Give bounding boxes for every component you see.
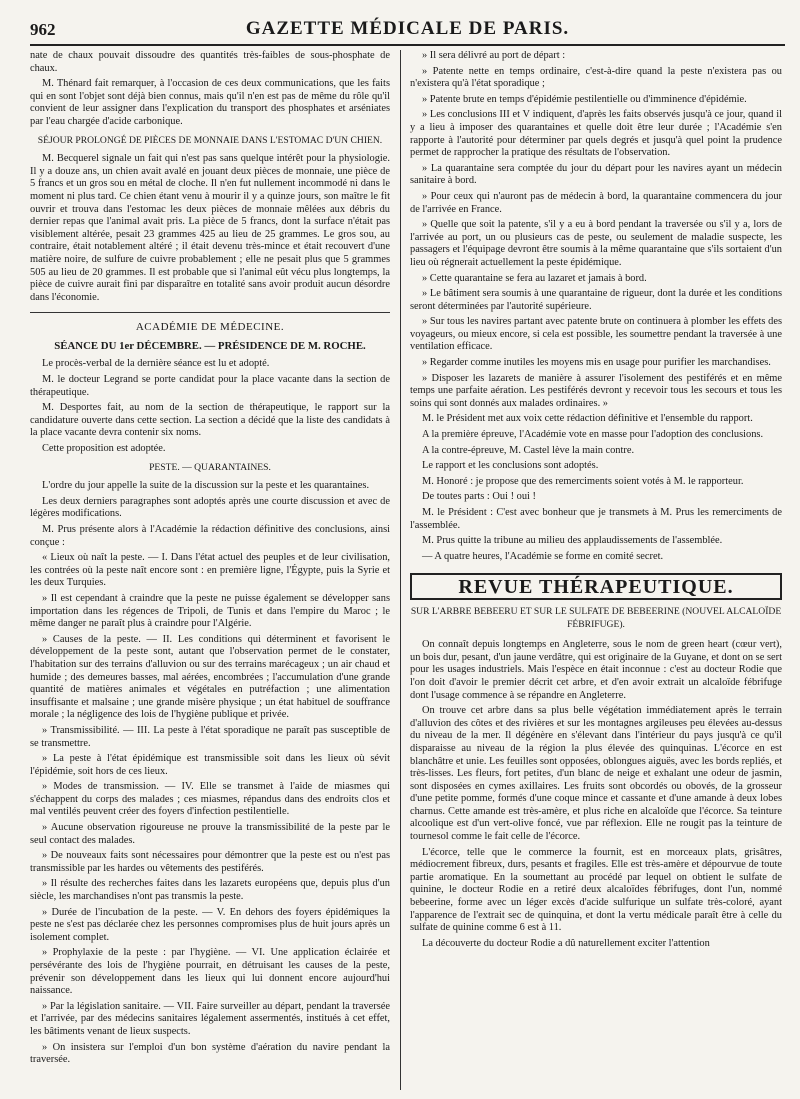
paragraph: M. Thénard fait remarquer, à l'occasion de ces deux communications, que les faits qui en sont l'objet sont déjà bien connus, mais qu'il n'en est pas de même du rôle qu'il convient de leur assigner dans l'explication du transport des phosphates et arséniates par l'eau chargée d'acide carbonique. — [30, 78, 390, 127]
paragraph: M. le Président met aux voix cette rédaction définitive et l'ensemble du rapport. — [422, 413, 753, 425]
paragraph: A la contre-épreuve, M. Castel lève la main contre. — [422, 444, 635, 456]
paragraph: » Cette quarantaine se fera au lazaret et jamais à bord. — [422, 272, 647, 284]
paragraph: Le procès-verbal de la dernière séance est lu et adopté. — [42, 358, 270, 370]
right-column — [410, 50, 782, 1090]
revue-title: REVUE THÉRAPEUTIQUE. — [410, 573, 782, 600]
paragraph: » Aucune observation rigoureuse ne prouve la transmissibilité de la peste par le seul contact des malades. — [30, 822, 390, 846]
paragraph: M. Honoré : je propose que des remerciments soient votés à M. le rapporteur. — [422, 475, 744, 487]
paragraph: » Il résulte des recherches faites dans les lazarets européens que, depuis plus d'un siècle, les marchandises n'ont pas transmis la peste. — [30, 878, 390, 903]
paragraph: » Sur tous les navires partant avec patente brute on continuera à plomber les effets des voyageurs, ou mieux encore, si cela est possible, les soumettre pendant la traversée à une ventilation efficace. — [410, 316, 782, 353]
paragraph: » Il est cependant à craindre que la peste ne puisse également se développer sans importation dans les régences de Tripoli, de Tunis et dans l'empire du Maroc ; le même danger ne paraît plus à craindre pour l'Algérie. — [30, 592, 390, 630]
paragraph: L'ordre du jour appelle la suite de la discussion sur la peste et les quarantaines. — [42, 480, 370, 492]
paragraph: » Causes de la peste. — II. Les conditions qui déterminent et favorisent le développement de la peste sont, autant que l'observation permet de le constater, l'habitation sur des terrains d'alluvion ou sur des terrains marécageux ; un air chaud et humide ; des demeures basses, mal aérées, encombrées ; l'accumulation d'une grande quantité de matières animales et végétales en putréfaction ; une alimentation insuffisante et malsaine ; une grande misère physique ; un état habituel de souffrance morale ; la négligence des lois de l'hygiène publique et privée. — [30, 633, 390, 721]
paragraph: De toutes parts : Oui ! oui ! — [422, 491, 536, 503]
paragraph: La découverte du docteur Rodie a dû naturellement exciter l'attention — [422, 937, 710, 949]
paragraph: » La peste à l'état épidémique est transmissible soit dans les lieux où sévit l'épidémie, soit hors de ces lieux. — [30, 753, 390, 777]
paragraph: » Le bâtiment sera soumis à une quarantaine de rigueur, dont la durée et les conditions seront déterminées par l'autorité supérieure. — [410, 288, 782, 312]
paragraph: » La quarantaine sera comptée du jour du départ pour les navires ayant un médecin sanitaire à bord. — [410, 162, 782, 187]
paragraph: M. le docteur Legrand se porte candidat pour la place vacante dans la section de thérapeutique. — [30, 374, 390, 398]
paragraph: » Transmissibilité. — III. La peste à l'état sporadique ne paraît pas susceptible de se transmettre. — [30, 724, 390, 749]
paragraph: Le rapport et les conclusions sont adoptés. — [422, 460, 599, 472]
paragraph: » Par la législation sanitaire. — VII. Faire surveiller au départ, pendant la traversée et l'arrivée, par des médecins sanitaires légalement assermentés, institués à cet effet, les bâtiments venant de lieux suspects. — [30, 1000, 390, 1037]
page-header — [30, 18, 785, 46]
paragraph: » Il sera délivré au port de départ : — [422, 50, 566, 61]
paragraph: A la première épreuve, l'Académie vote en masse pour l'adoption des conclusions. — [422, 429, 764, 441]
paragraph: M. le Président : C'est avec bonheur que je transmets à M. Prus les remerciments de l'assemblée. — [410, 507, 782, 531]
paragraph: » Les conclusions III et V indiquent, d'après les faits observés jusqu'à ce jour, quand il y a lieu à imposer des quarantaines et quelle doit être leur durée ; l'Académie s'en rapporte à l'autorité pour déterminer par quels degrés et jusqu'à quel point la prudence permet de rapprocher la pratique des résultats de l'observation. — [410, 109, 782, 159]
paragraph: Les deux derniers paragraphes sont adoptés après une courte discussion et avec de légères modifications. — [30, 495, 390, 520]
paragraph: » Durée de l'incubation de la peste. — V. En dehors des foyers épidémiques la peste ne s'est pas déclarée chez les personnes compromises plus de huit jours après un isolement complet. — [30, 906, 390, 943]
divider — [30, 312, 390, 313]
paragraph: On trouve cet arbre dans sa plus belle végétation immédiatement après le terrain d'alluvion des côtes et des rivières et sur les montagnes argileuses peu élevées au-dessus du niveau de la mer. Il dégénère en s'élevant dans l'intérieur du pays jusqu'à ce qu'il disparaisse au niveau de la région la plus élevée des quinquinas. L'écorce en est blanchâtre et unie. Les feuilles sont opposées, oblongues aiguës, avec les bords repliés, et très-lisses. Les fleurs, fort petites, d'un blanc de neige et exhalant une odeur de jasmin, sont disposées en cymes axillaires. Les fruits sont obcordés ou obovés, de la grosseur d'une petite pomme, formés d'une coque mince et cassante et d'une amande à deux lobes charnus. Cette amande est très-amère, et plus riche en alcaloïde que l'écorce. Sa teinture alcoolique est d'un vert-olive foncé, vue par réflexion. Elle ne rougit pas la teinture de tournesol comme le fait celle de l'écorce. — [410, 705, 782, 843]
paragraph: » On insistera sur l'emploi d'un bon système d'aération du navire pendant la traversée. — [30, 1041, 390, 1066]
paragraph: M. Prus présente alors à l'Académie la rédaction définitive des conclusions, ainsi conçue : — [30, 524, 390, 548]
paragraph: M. Desportes fait, au nom de la section de thérapeutique, le rapport sur la candidature ouverte dans cette section. La section a décidé que la liste des candidats à la place vacante devra contenir six noms. — [30, 402, 390, 439]
section-heading: PESTE. — QUARANTAINES. — [149, 461, 271, 473]
paragraph: » Patente brute en temps d'épidémie pestilentielle ou d'imminence d'épidémie. — [422, 93, 747, 105]
paragraph: » Modes de transmission. — IV. Elle se transmet à l'aide de miasmes qui s'échappent du corps des malades ; ces miasmes, répandus dans des endroits clos et mal ventilés peuvent créer des foyers d'infection pestilentielle. — [30, 781, 390, 818]
paragraph: » Prophylaxie de la peste : par l'hygiène. — VI. Une application éclairée et persévérante des lois de l'hygiène pourrait, en détruisant les causes de la peste, prévenir son développement dans les lieux qui lui donnent encore aujourd'hui naissance. — [30, 947, 390, 997]
section-heading: SÉJOUR PROLONGÉ DE PIÈCES DE MONNAIE DANS L'ESTOMAC D'UN CHIEN. — [37, 134, 383, 146]
journal-title: GAZETTE MÉDICALE DE PARIS. — [245, 18, 570, 39]
paragraph: » De nouveaux faits sont nécessaires pour démontrer que la peste est ou n'est pas transmissible par les hardes ou vêtements des pestiférés. — [30, 850, 390, 874]
paragraph: » Disposer les lazarets de manière à assurer l'isolement des pestiférés et en même temps une parfaite aération. Les pestiférés devront y recevoir tous les secours et tous les soins qui sont donnés aux malades ordinaires. » — [410, 372, 782, 409]
paragraph: Cette proposition est adoptée. — [42, 443, 166, 455]
paragraph: » Regarder comme inutiles les moyens mis en usage pour purifier les marchandises. — [422, 357, 771, 369]
paragraph: On connaît depuis longtemps en Angleterre, sous le nom de green heart (cœur vert), un bois dur, pesant, d'un jaune verdâtre, qui est originaire de la Guyane, et dont on se sert pour les usages industriels. Mais l'espèce en était inconnue : c'est au docteur Rodie que l'on doit d'avoir le premier décrit cet arbre, et d'en avoir extrait un alcaloïde fébrifuge dont l'usage commence à se répandre en Angleterre. — [410, 639, 782, 701]
paragraph: » Pour ceux qui n'auront pas de médecin à bord, la quarantaine commencera du jour de l'arrivée en France. — [410, 190, 782, 215]
session-heading: SÉANCE DU 1er DÉCEMBRE. — PRÉSIDENCE DE M. ROCHE. — [54, 339, 366, 352]
column-divider — [400, 50, 401, 1090]
section-heading: ACADÉMIE DE MÉDECINE. — [135, 321, 285, 334]
paragraph: L'écorce, telle que le commerce la fournit, est en morceaux plats, grisâtres, médiocrement fibreux, durs, pesants et fragiles. Elle est très-amère et dépourvue de toute partie aromatique. En la soumettant au procédé par lequel on obtient le sulfate de quinine, le docteur Rodie en a retiré deux alcaloïdes fébrifuges, dont l'un, nommé bebeerine, forme avec un léger excès d'acide sulfurique un sulfate très-coloré, ayant l'apparence de l'extrait sec de quinquina, et dont la vertu médicale paraît être à celle du sulfate de quinine comme 6 est à 11. — [410, 846, 782, 934]
article-subtitle: SUR L'ARBRE BEBEERU ET SUR LE SULFATE DE BEBEERINE (NOUVEL ALCALOÏDE FÉBRIFUGE). — [410, 605, 782, 630]
paragraph: » Quelle que soit la patente, s'il y a eu à bord pendant la traversée ou s'il y a, lors de l'arrivée au port, un ou plusieurs cas de peste, ou seulement de maladie suspecte, les passagers et l'équipage devront être soumis à la même quarantaine que s'ils sortaient d'un lieu où régnerait actuellement la peste épidémique. — [410, 219, 782, 268]
paragraph: M. Prus quitte la tribune au milieu des applaudissements de l'assemblée. — [422, 535, 723, 547]
paragraph: « Lieux où naît la peste. — I. Dans l'état actuel des peuples et de leur civilisation, les contrées où la peste naît encore sont : en première ligne, l'Égypte, puis la Syrie et les deux Turquies. — [30, 552, 390, 589]
paragraph: — A quatre heures, l'Académie se forme en comité secret. — [422, 550, 664, 562]
left-column — [30, 50, 390, 1090]
paragraph: » Patente nette en temps ordinaire, c'est-à-dire quand la peste n'existera pas ou n'existera qu'à l'état sporadique ; — [410, 65, 782, 90]
paragraph: M. Becquerel signale un fait qui n'est pas sans quelque intérêt pour la physiologie. Il y a douze ans, un chien avait avalé en jouant deux pièces de monnaie, une pièce de 5 francs et un gros sou en métal de cloche. Il n'en fut nullement incommodé ni dans le moment ni plus tard. Ce chien étant venu à mourir il y a quinze jours, son maître le fit ouvrir et trouva dans l'estomac les deux pièces de monnaie mêlées aux débris du dernier repas que l'animal avait pris. La pièce de 5 francs, dont la surface n'était pas visiblement altérée, pesait 23 grammes 425 au lieu de 25 grammes. Le gros sou, au contraire, était notablement altéré ; il était devenu très-mince et était recouvert d'une matière noire, de sulfure de cuivre probablement ; elle ne pesait plus que 5 grammes 505 au lieu de 20 grammes. Il est probable que si l'animal eût vécu plus longtemps, la pièce de cuivre aurait fini par disparaître en totalité sans avoir produit aucun désordre dans l'économie. — [30, 153, 390, 303]
paragraph: nate de chaux pouvait dissoudre des quantités très-faibles de sous-phosphate de chaux. — [30, 50, 390, 74]
page-number: 962 — [30, 20, 56, 39]
